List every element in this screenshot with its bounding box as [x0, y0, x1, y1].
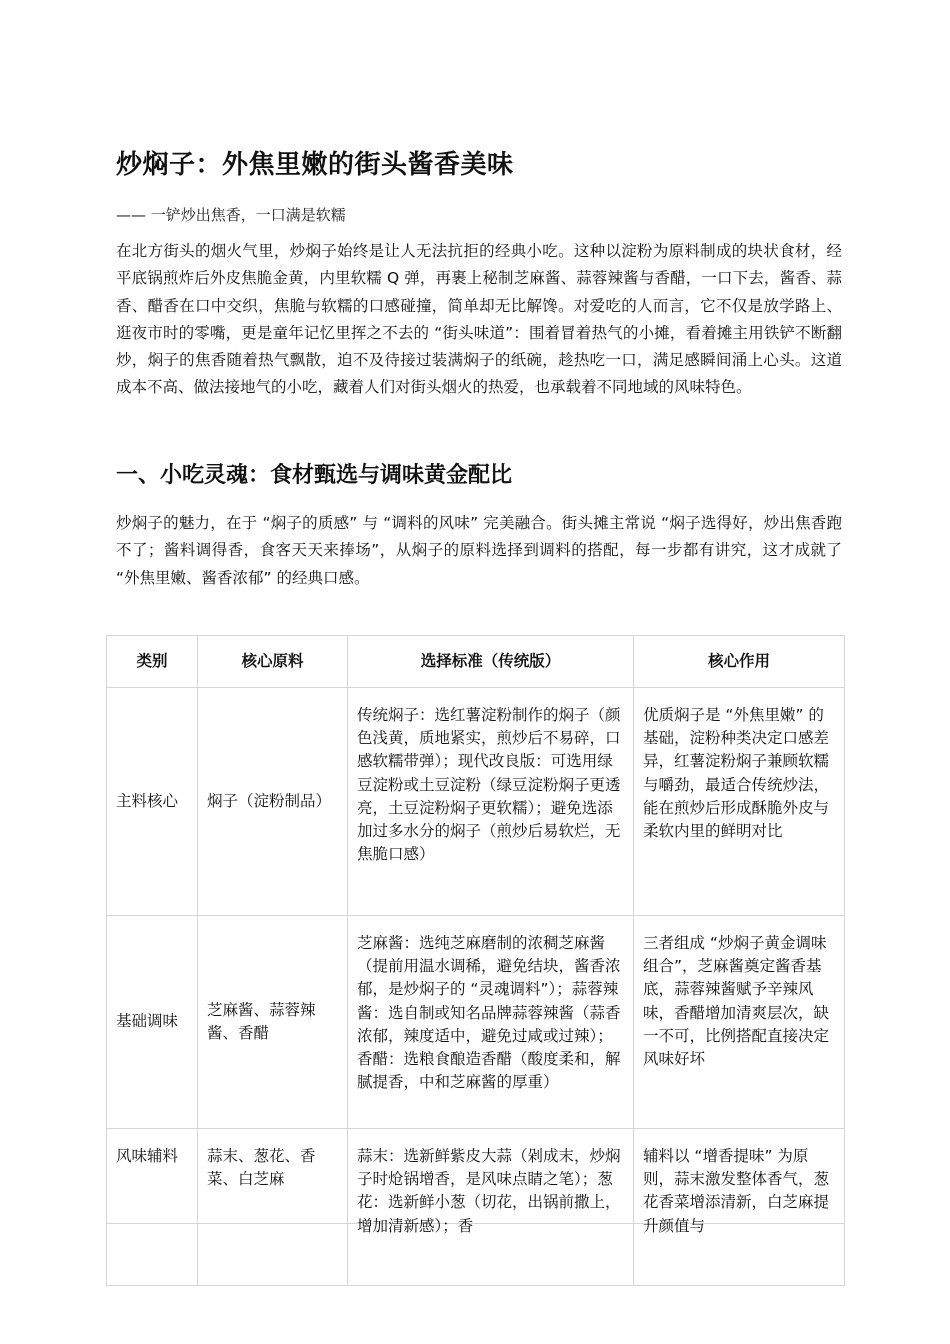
cell-standard: 芝麻酱：选纯芝麻磨制的浓稠芝麻酱（提前用温水调稀，避免结块，酱香浓郁，是炒焖子的 “灵魂调料”）；蒜蓉辣酱：选自制或知名品牌蒜蓉辣酱（蒜香浓郁，辣度适中，避免过咸或过辣）；香醋：选粮食酿造香醋（酸度柔和，解腻提香，中和芝麻酱的厚重）: [348, 916, 634, 1129]
header-role: 核心作用: [634, 636, 845, 688]
section-paragraph: 炒焖子的魅力，在于 “焖子的质感” 与 “调料的风味” 完美融合。街头摊主常说 “焖子选得好，炒出焦香跑不了；酱料调得香，食客天天来捧场”，从焖子的原料选择到调料的搭配，每一步都有讲究，这才成就了 “外焦里嫩、酱香浓郁” 的经典口感。: [116, 514, 842, 587]
table-row: [107, 1129, 845, 1286]
intro-paragraph: 在北方街头的烟火气里，炒焖子始终是让人无法抗拒的经典小吃。这种以淀粉为原料制成的块状食材，经平底锅煎炸后外皮焦脆金黄，内里软糯 Q 弹，再裹上秘制芝麻酱、蒜蓉辣酱与香醋，一口下去，酱香、蒜香、醋香在口中交织，焦脆与软糯的口感碰撞，简单却无比解馋。对爱吃的人而言，它不仅是放学路上、逛夜市时的零嘴，更是童年记忆里挥之不去的 “街头味道”：围着冒着热气的小摊，看着摊主用铁铲不断翻炒，焖子的焦香随着热气飘散，迫不及待接过装满焖子的纸碗，趁热吃一口，满足感瞬间涌上心头。这道成本不高、做法接地气的小吃，藏着人们对街头烟火的热爱，也承载着不同地域的风味特色。: [116, 242, 842, 397]
header-standard: 选择标准（传统版）: [348, 636, 634, 688]
cell-ingredient: 焖子（淀粉制品）: [198, 688, 348, 916]
table-row: [107, 688, 845, 916]
cell-ingredient: 芝麻酱、蒜蓉辣酱、香醋: [198, 916, 348, 1129]
table-header-row: [107, 636, 845, 688]
cell-category: 主料核心: [107, 688, 198, 916]
cell-standard: 蒜末：选新鲜紫皮大蒜（剁成末，炒焖子时炝锅增香，是风味点睛之笔）；葱花：选新鲜小葱（切花，出锅前撒上，增加清新感）；香: [348, 1129, 634, 1286]
cell-category: 风味辅料: [107, 1129, 198, 1286]
header-category: 类别: [107, 636, 198, 688]
table-row: [107, 916, 845, 1129]
ingredients-table: [106, 635, 844, 1235]
cell-standard: 传统焖子：选红薯淀粉制作的焖子（颜色浅黄，质地紧实，煎炒后不易碎，口感软糯带弹）；现代改良版：可选用绿豆淀粉或土豆淀粉（绿豆淀粉焖子更透亮，土豆淀粉焖子更软糯）；避免选添加过多水分的焖子（煎炒后易软烂，无焦脆口感）: [348, 688, 634, 916]
cell-role: 辅料以 “增香提味” 为原则，蒜末激发整体香气，葱花香菜增添清新，白芝麻提升颜值与: [634, 1129, 845, 1286]
article-title: 炒焖子：外焦里嫩的街头酱香美味: [116, 150, 514, 180]
cell-category: 基础调味: [107, 916, 198, 1129]
header-ingredient: 核心原料: [198, 636, 348, 688]
cell-role: 优质焖子是 “外焦里嫩” 的基础，淀粉种类决定口感差异，红薯淀粉焖子兼顾软糯与嚼劲，最适合传统炒法，能在煎炒后形成酥脆外皮与柔软内里的鲜明对比: [634, 688, 845, 916]
cell-role: 三者组成 “炒焖子黄金调味组合”，芝麻酱奠定酱香基底，蒜蓉辣酱赋予辛辣风味，香醋增加清爽层次，缺一不可，比例搭配直接决定风味好坏: [634, 916, 845, 1129]
cell-ingredient: 蒜末、葱花、香菜、白芝麻: [198, 1129, 348, 1286]
article-subtitle: —— 一铲炒出焦香，一口满是软糯: [116, 206, 346, 224]
section-heading: 一、小吃灵魂：食材甄选与调味黄金配比: [116, 463, 513, 488]
